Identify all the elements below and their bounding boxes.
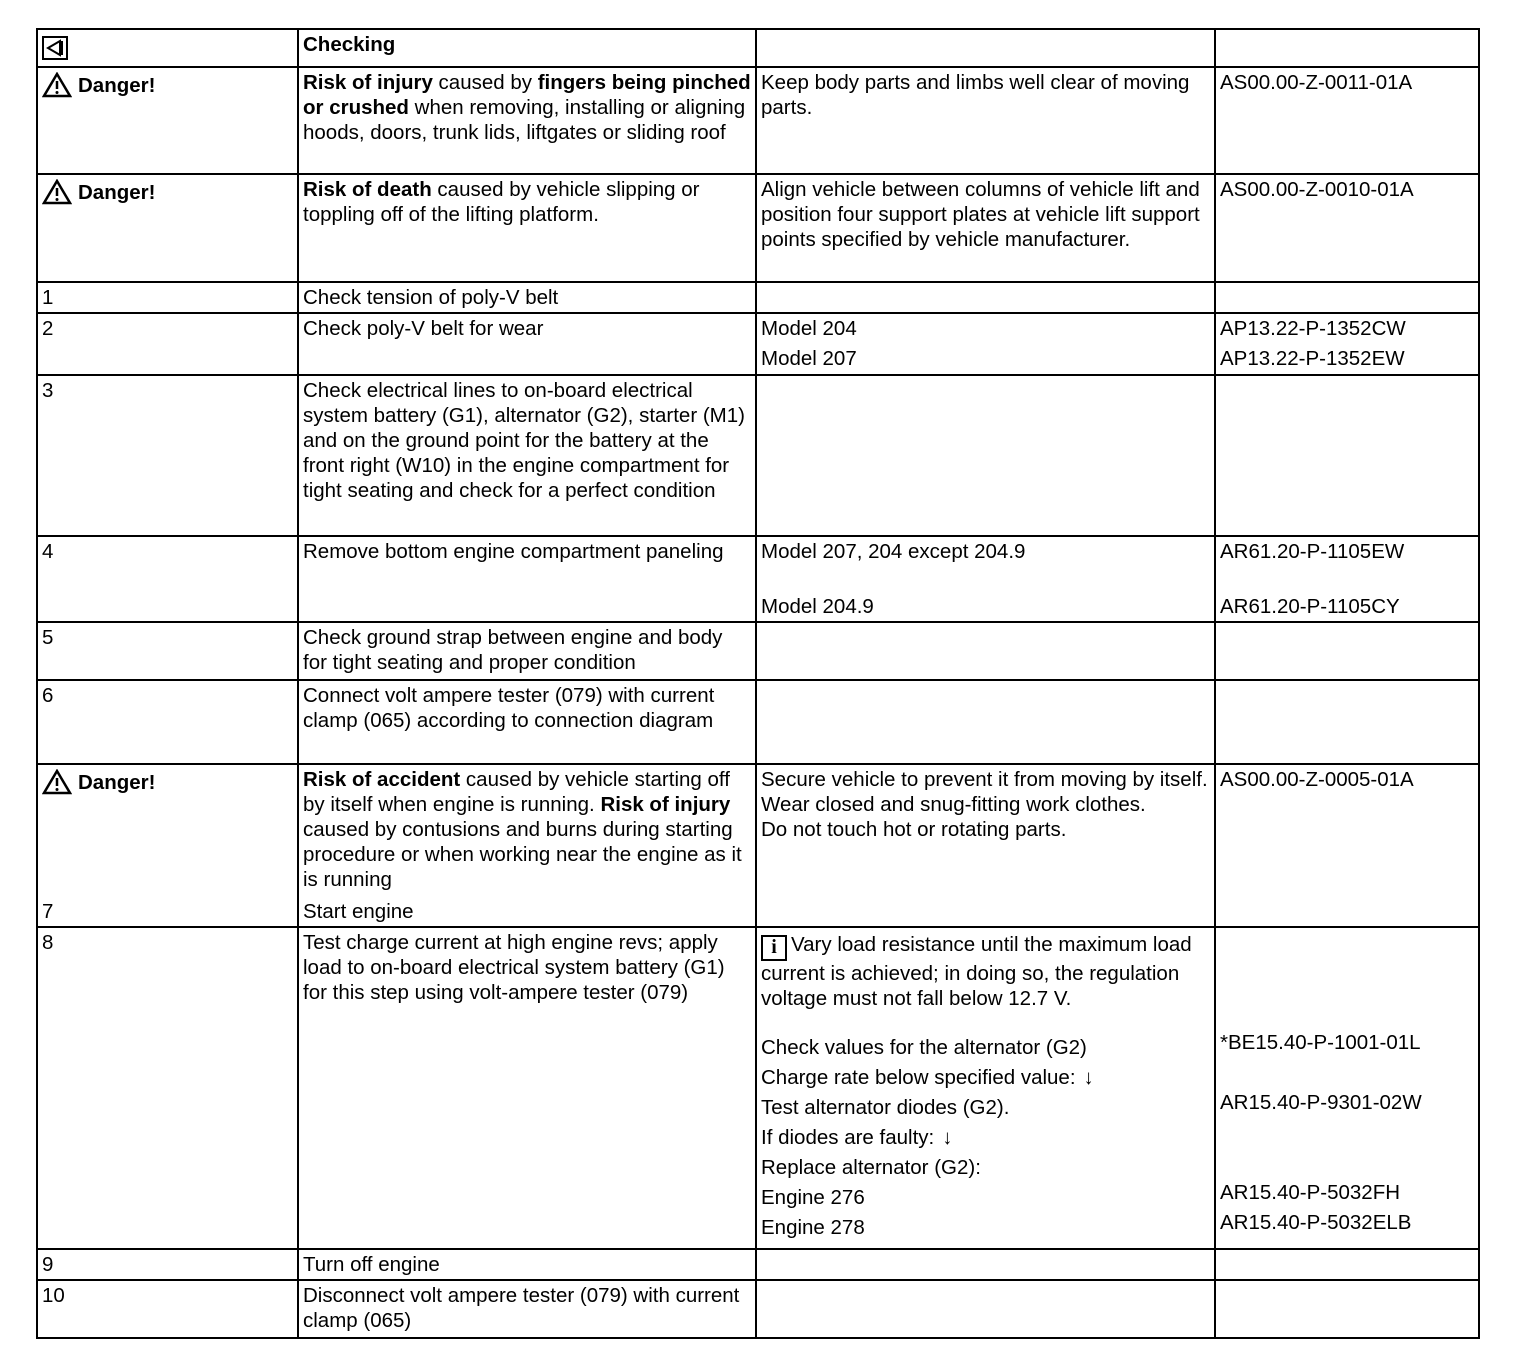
step-description: Start engine xyxy=(303,900,414,923)
danger-ref-link[interactable]: AS00.00-Z-0005-01A xyxy=(1215,764,1479,927)
danger-note: Keep body parts and limbs well clear of moving parts. xyxy=(756,67,1215,174)
ref-link[interactable]: AR61.20-P-1105EW xyxy=(1220,540,1405,563)
step-row-5 xyxy=(37,622,1479,680)
ref-link[interactable]: *BE15.40-P-1001-01L xyxy=(1220,1031,1421,1054)
step-number: 3 xyxy=(37,375,298,536)
back-arrow-icon[interactable] xyxy=(42,36,68,60)
model-label: Model 207 xyxy=(761,347,857,370)
danger-note: Do not touch hot or rotating parts. xyxy=(761,818,1067,841)
arrow-down-icon: ↓ xyxy=(1083,1066,1094,1089)
step-description: Check ground strap between engine and body for tight seating and proper condition xyxy=(298,622,756,680)
step-number: 5 xyxy=(37,622,298,680)
step-number: 9 xyxy=(37,1249,298,1280)
danger-ref-link[interactable]: AS00.00-Z-0011-01A xyxy=(1215,67,1479,174)
danger-description: Risk of accident caused by vehicle starting off by itself when engine is running. Risk of injury caused by contusions and burns during starting procedure or when working near the engine as it is running xyxy=(303,768,742,891)
warning-triangle-icon xyxy=(42,179,72,205)
danger-note: Secure vehicle to prevent it from moving by itself. xyxy=(761,768,1208,791)
step-number: 8 xyxy=(37,927,298,1249)
info-icon: i xyxy=(761,935,787,961)
arrow-down-icon: ↓ xyxy=(942,1126,953,1149)
model-label: Model 204.9 xyxy=(761,595,874,618)
check-line: Test alternator diodes (G2). xyxy=(761,1096,1010,1119)
step-number: 6 xyxy=(37,680,298,764)
check-line: Charge rate below specified value: ↓ xyxy=(761,1063,1210,1093)
step-row-1 xyxy=(37,282,1479,313)
check-line: If diodes are faulty: ↓ xyxy=(761,1123,1210,1153)
danger-description: Risk of injury caused by fingers being pinched or crushed when removing, installing or aligning hoods, doors, trunk lids, liftgates or sliding roof xyxy=(298,67,756,174)
checking-table xyxy=(36,28,1480,1339)
warning-triangle-icon xyxy=(42,769,72,795)
check-line: Check values for the alternator (G2) xyxy=(761,1036,1087,1059)
ref-link[interactable]: AR15.40-P-9301-02W xyxy=(1220,1091,1422,1114)
danger-row-1 xyxy=(37,67,1479,174)
danger-ref-link[interactable]: AS00.00-Z-0010-01A xyxy=(1215,174,1479,282)
check-line: Replace alternator (G2): xyxy=(761,1156,981,1179)
page-title: Checking xyxy=(303,33,396,56)
step-description: Check poly-V belt for wear xyxy=(298,313,756,375)
check-line: Engine 278 xyxy=(761,1216,865,1239)
check-line: Engine 276 xyxy=(761,1186,865,1209)
model-label: Model 204 xyxy=(761,317,857,340)
danger-label: Danger! xyxy=(78,73,156,97)
step-description: Check electrical lines to on-board electrical system battery (G1), alternator (G2), starter (M1) and on the ground point for the battery at the front right (W10) in the engine compartment for tight seating and check for a perfect condition xyxy=(298,375,756,536)
ref-link[interactable]: AP13.22-P-1352CW xyxy=(1220,317,1406,340)
step-row-8 xyxy=(37,927,1479,1249)
danger-note: Align vehicle between columns of vehicle lift and position four support plates at vehicle lift support points specified by vehicle manufacturer. xyxy=(756,174,1215,282)
step-description: Disconnect volt ampere tester (079) with current clamp (065) xyxy=(298,1280,756,1338)
step-row-4 xyxy=(37,536,1479,622)
danger-label: Danger! xyxy=(78,770,156,794)
step-number: 2 xyxy=(37,313,298,375)
step-row-2 xyxy=(37,313,1479,375)
danger-description: Risk of death caused by vehicle slipping or toppling off of the lifting platform. xyxy=(298,174,756,282)
info-note: i Vary load resistance until the maximum load current is achieved; in doing so, the regulation voltage must not fall below 12.7 V. xyxy=(761,933,1192,1010)
ref-link[interactable]: AR61.20-P-1105CY xyxy=(1220,595,1400,618)
step-row-10 xyxy=(37,1280,1479,1338)
danger-row-3 xyxy=(37,764,1479,927)
step-number: 4 xyxy=(37,536,298,622)
ref-link[interactable] xyxy=(1220,1118,1474,1148)
ref-link[interactable]: AR15.40-P-5032ELB xyxy=(1220,1211,1412,1234)
step-number: 10 xyxy=(37,1280,298,1338)
step-description: Check tension of poly-V belt xyxy=(298,282,756,313)
step-row-9 xyxy=(37,1249,1479,1280)
step-row-3 xyxy=(37,375,1479,536)
ref-link[interactable]: AP13.22-P-1352EW xyxy=(1220,347,1405,370)
danger-row-2 xyxy=(37,174,1479,282)
step-row-6 xyxy=(37,680,1479,764)
ref-link[interactable] xyxy=(1220,1058,1474,1088)
step-description: Turn off engine xyxy=(298,1249,756,1280)
step-description: Test charge current at high engine revs; apply load to on-board electrical system battery (G1) for this step using volt-ampere tester (079) xyxy=(298,927,756,1249)
danger-label: Danger! xyxy=(78,180,156,204)
header-row xyxy=(37,29,1479,67)
ref-link[interactable]: AR15.40-P-5032FH xyxy=(1220,1181,1401,1204)
step-description: Remove bottom engine compartment paneling xyxy=(298,536,756,622)
warning-triangle-icon xyxy=(42,72,72,98)
step-number: 7 xyxy=(42,900,54,923)
ref-link[interactable] xyxy=(1220,1148,1474,1178)
danger-note: Wear closed and snug-fitting work clothes. xyxy=(761,793,1146,816)
step-description: Connect volt ampere tester (079) with current clamp (065) according to connection diagram xyxy=(298,680,756,764)
model-label: Model 207, 204 except 204.9 xyxy=(761,540,1026,563)
step-number: 1 xyxy=(37,282,298,313)
